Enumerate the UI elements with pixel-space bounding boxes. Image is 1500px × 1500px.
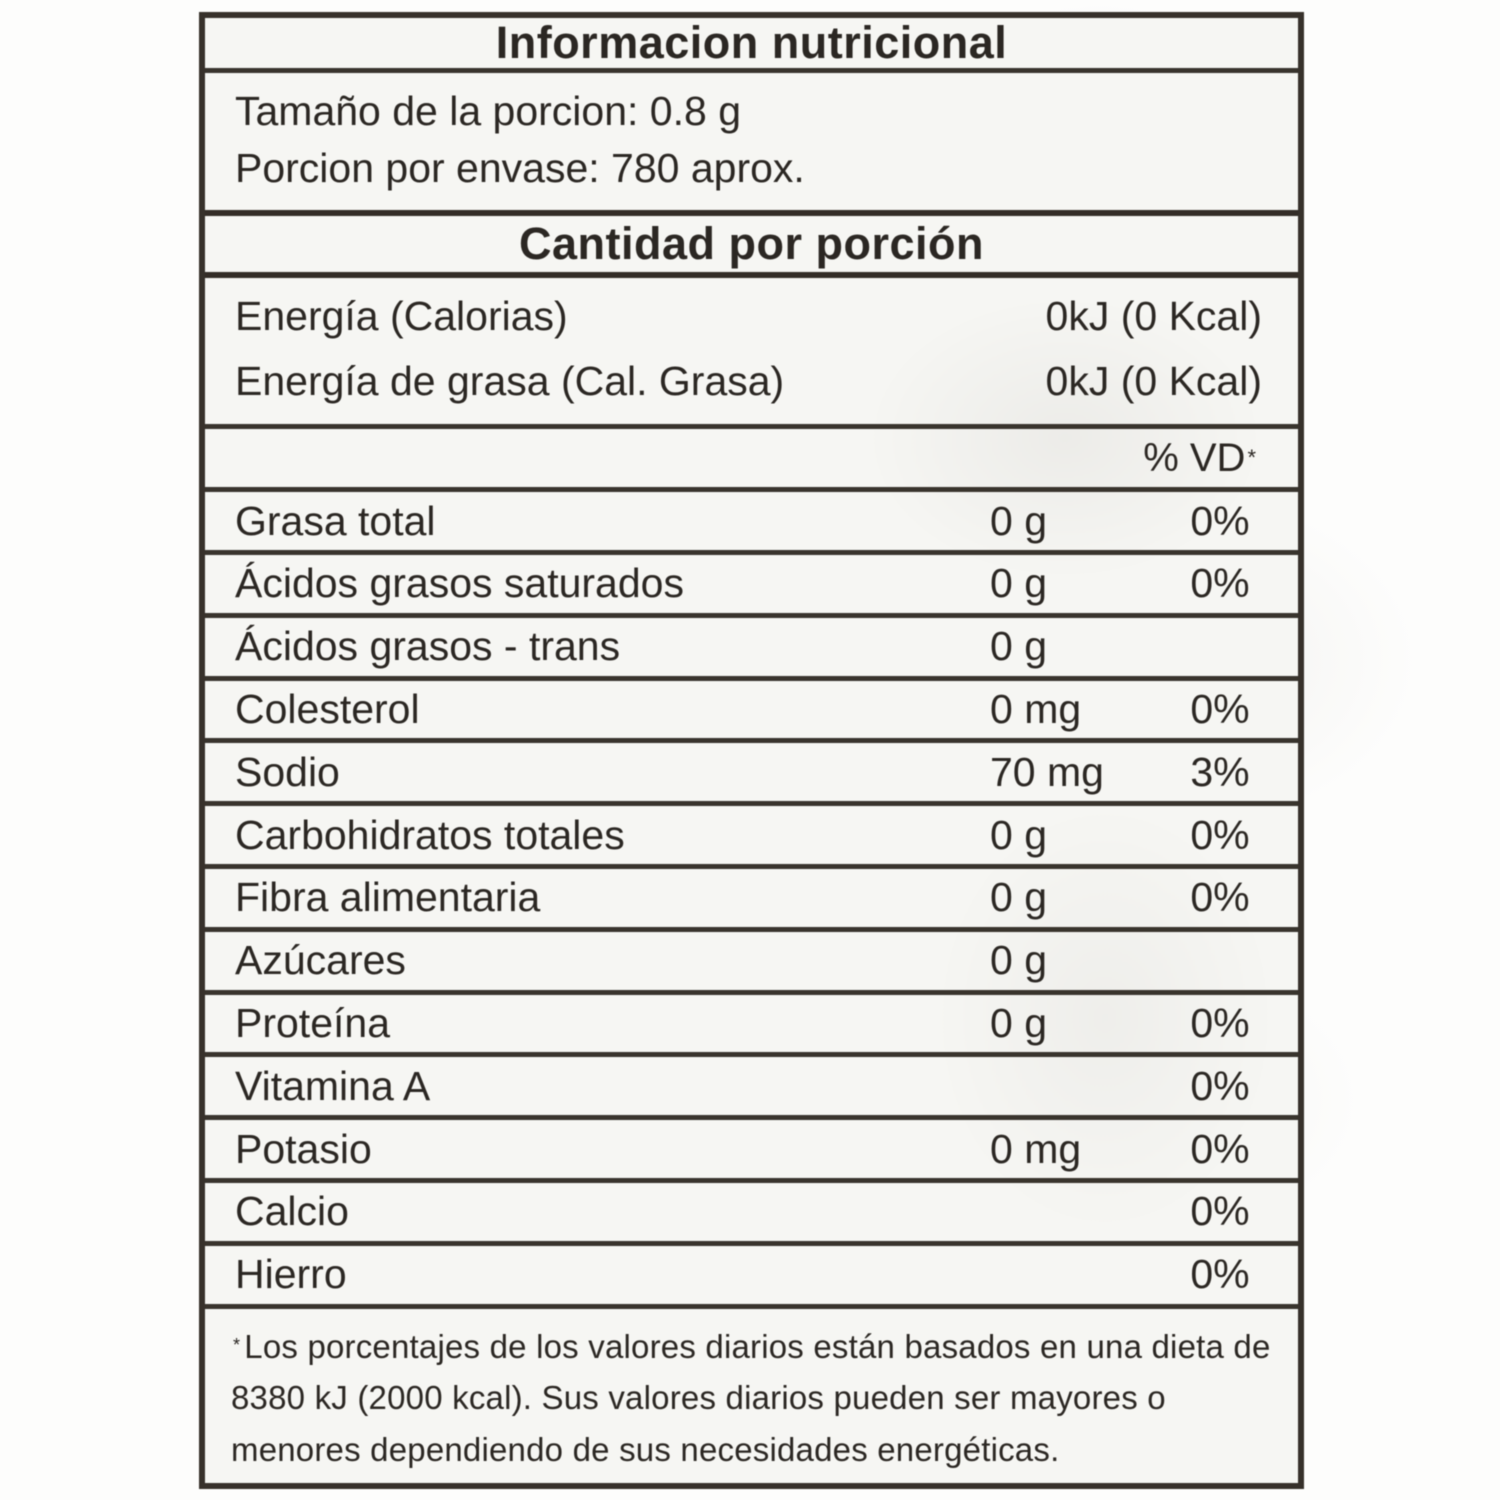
asterisk-marker: * <box>1247 445 1256 471</box>
footnote <box>205 1304 1298 1483</box>
nutrient-dv: 0% <box>1190 1188 1250 1235</box>
nutrient-amount: 0 g <box>990 811 1047 858</box>
serving-size-line: Tamaño de la porcion: 0.8 g <box>235 88 741 134</box>
nutrient-amount: 0 g <box>990 497 1047 544</box>
nutrient-name: Carbohidratos totales <box>235 811 625 858</box>
nutrient-dv: 0% <box>1190 1062 1250 1109</box>
nutrient-row <box>205 676 1298 739</box>
nutrient-row <box>205 990 1298 1053</box>
energy-section <box>205 272 1298 424</box>
nutrient-dv: 3% <box>1190 748 1250 795</box>
nutrient-dv: 0% <box>1190 1251 1250 1298</box>
asterisk-marker: * <box>233 1335 241 1356</box>
nutrient-rows <box>205 487 1298 1303</box>
dv-header-text: % VD <box>1143 435 1246 480</box>
nutrient-name: Calcio <box>235 1188 349 1235</box>
nutrient-amount: 0 g <box>990 874 1047 921</box>
servings-per-container-line: Porcion por envase: 780 aprox. <box>235 144 805 191</box>
nutrition-label <box>199 12 1304 1489</box>
nutrient-amount: 0 g <box>990 623 1047 670</box>
nutrient-name: Fibra alimentaria <box>235 874 541 921</box>
nutrient-amount: 0 g <box>990 999 1047 1046</box>
energy-value: 0kJ (0 Kcal) <box>1045 358 1262 405</box>
nutrient-name: Ácidos grasos - trans <box>235 623 621 670</box>
nutrient-name: Azúcares <box>235 937 406 984</box>
nutrient-dv: 0% <box>1190 999 1250 1046</box>
nutrient-row <box>205 1178 1298 1241</box>
nutrient-amount: 70 mg <box>990 748 1104 795</box>
nutrient-row <box>205 1241 1298 1304</box>
nutrient-dv: 0% <box>1190 560 1250 607</box>
nutrient-amount: 0 g <box>990 560 1047 607</box>
energy-row <box>205 349 1298 414</box>
nutrient-row <box>205 613 1298 676</box>
nutrient-dv: 0% <box>1190 874 1250 921</box>
section-header-cantidad: Cantidad por porción <box>205 210 1298 272</box>
nutrient-row <box>205 927 1298 990</box>
nutrient-dv: 0% <box>1190 685 1250 732</box>
nutrient-dv: 0% <box>1190 1125 1250 1172</box>
nutrient-name: Hierro <box>235 1251 347 1298</box>
nutrient-row <box>205 864 1298 927</box>
footnote-text: Los porcentajes de los valores diarios están basados en una dieta de 8380 kJ (2000 kcal). Sus valores diarios pueden ser mayores o menores dependiendo de sus necesidades energéticas. <box>231 1327 1271 1468</box>
nutrient-row <box>205 1115 1298 1178</box>
serving-info <box>205 68 1298 210</box>
nutrient-name: Vitamina A <box>235 1062 431 1109</box>
nutrient-name: Proteína <box>235 999 390 1046</box>
nutrient-amount: 0 g <box>990 937 1047 984</box>
nutrient-name: Ácidos grasos saturados <box>235 560 684 607</box>
nutrient-dv: 0% <box>1190 811 1250 858</box>
nutrient-row <box>205 1052 1298 1115</box>
nutrient-amount: 0 mg <box>990 685 1082 732</box>
nutrient-row <box>205 738 1298 801</box>
nutrient-row <box>205 487 1298 550</box>
nutrient-name: Potasio <box>235 1125 372 1172</box>
energy-name: Energía (Calorias) <box>235 293 568 340</box>
label-title: Informacion nutricional <box>495 17 1008 68</box>
nutrient-name: Colesterol <box>235 685 420 732</box>
nutrient-row <box>205 550 1298 613</box>
nutrient-amount: 0 mg <box>990 1125 1082 1172</box>
nutrient-row <box>205 801 1298 864</box>
dv-column-header <box>205 424 1298 487</box>
energy-name: Energía de grasa (Cal. Grasa) <box>235 358 785 405</box>
nutrient-dv: 0% <box>1190 497 1250 544</box>
energy-row <box>205 284 1298 349</box>
nutrient-name: Sodio <box>235 748 340 795</box>
nutrient-name: Grasa total <box>235 497 436 544</box>
energy-value: 0kJ (0 Kcal) <box>1045 293 1262 340</box>
